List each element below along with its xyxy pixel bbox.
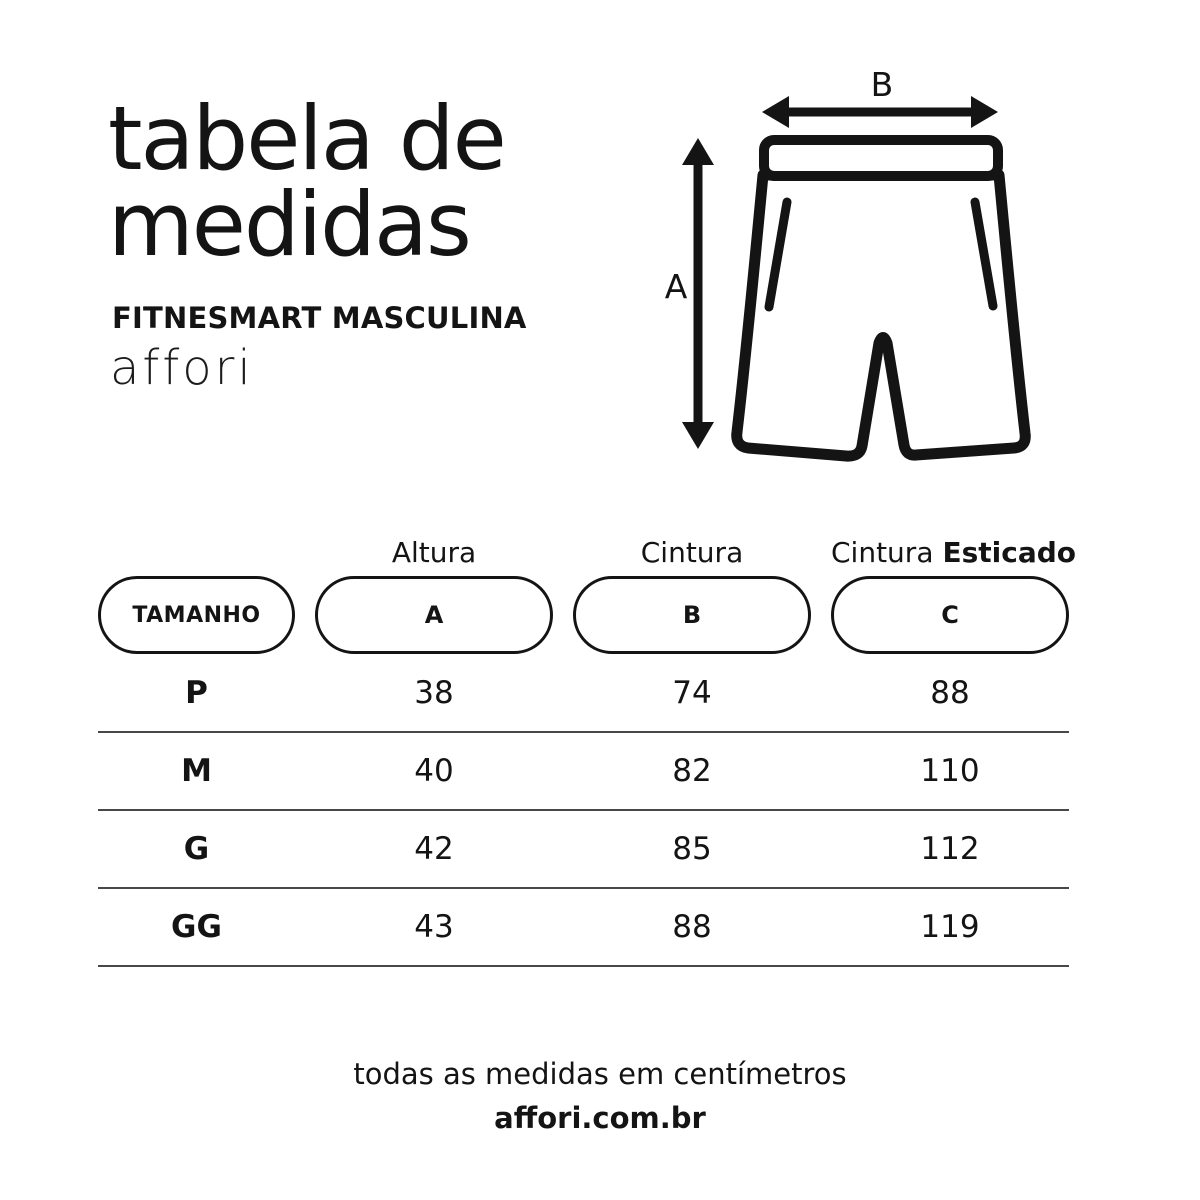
cintura-esticado-value: 88 — [930, 675, 970, 711]
shorts-diagram — [650, 60, 1070, 480]
column-labels-row — [98, 533, 1077, 575]
cintura-value: 82 — [672, 753, 712, 789]
size-label: M — [181, 753, 212, 789]
cintura-value: 88 — [672, 909, 712, 945]
cintura-esticado-value: 119 — [920, 909, 980, 945]
column-pills-row — [98, 575, 1069, 655]
footer — [0, 1057, 1200, 1135]
altura-value: 40 — [414, 753, 454, 789]
size-label: P — [185, 675, 208, 711]
diagram-label-a: A — [664, 267, 688, 306]
page-title-line1: tabela de — [108, 87, 505, 190]
table-row-gg — [98, 889, 1069, 967]
altura-value: 43 — [414, 909, 454, 945]
size-label: G — [183, 831, 210, 867]
pill-a: A — [315, 576, 553, 654]
pill-c: C — [831, 576, 1069, 654]
product-subtitle: FITNESMART MASCULINA — [112, 301, 527, 335]
size-label: GG — [171, 909, 222, 945]
column-label-altura: Altura — [391, 536, 477, 569]
cintura-esticado-value: 110 — [920, 753, 980, 789]
page-title — [108, 87, 505, 277]
pill-tamanho: TAMANHO — [98, 576, 295, 654]
brand-logo: affori — [110, 340, 254, 396]
cintura-value: 74 — [672, 675, 712, 711]
website-url: affori.com.br — [494, 1101, 706, 1135]
size-table — [98, 533, 1077, 967]
table-row-g — [98, 811, 1069, 889]
waistband — [764, 140, 998, 176]
table-row-p — [98, 655, 1069, 733]
altura-value: 38 — [414, 675, 454, 711]
column-label-cintura: Cintura — [640, 536, 744, 569]
cintura-value: 85 — [672, 831, 712, 867]
units-note: todas as medidas em centímetros — [353, 1057, 847, 1091]
column-label-empty — [98, 569, 295, 575]
table-row-m — [98, 733, 1069, 811]
pill-b: B — [573, 576, 811, 654]
altura-value: 42 — [414, 831, 454, 867]
diagram-label-b: B — [870, 65, 894, 104]
cintura-esticado-value: 112 — [920, 831, 980, 867]
page-title-line2: medidas — [108, 173, 470, 277]
column-label-cintura-esticado: Cintura Esticado — [831, 536, 1077, 569]
